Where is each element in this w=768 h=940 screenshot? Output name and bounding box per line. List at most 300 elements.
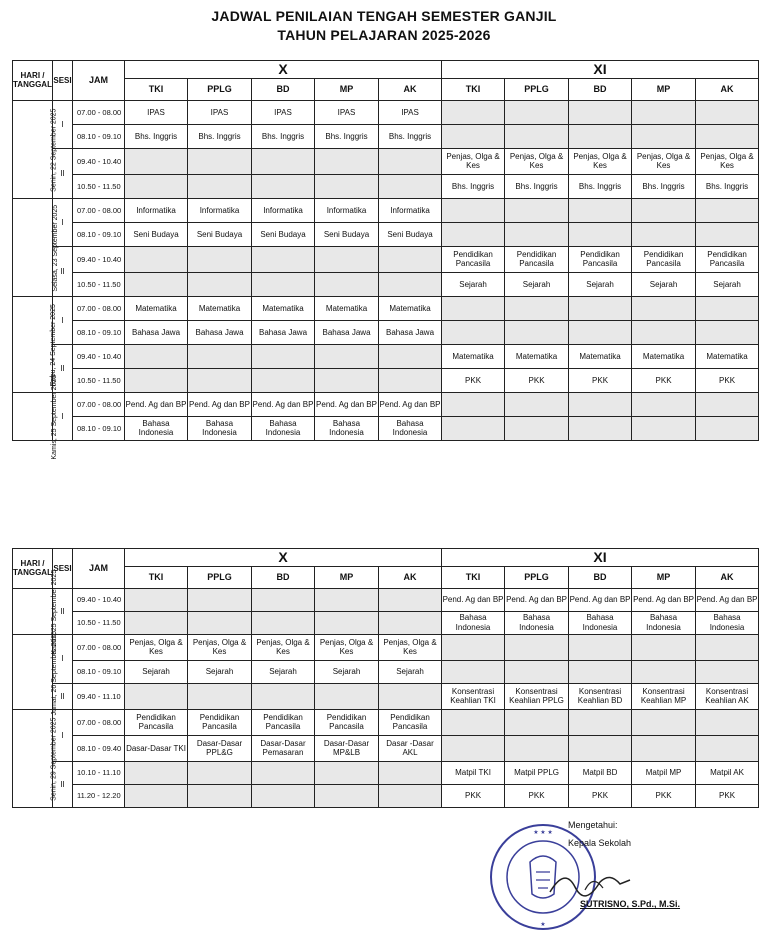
subject-cell-xi-tki: Matpil TKI <box>442 761 505 784</box>
subject-cell-xi-tki <box>442 416 505 440</box>
subject-cell-xi-mp <box>632 634 696 660</box>
time-cell: 10.50 - 11.50 <box>73 272 125 296</box>
header-class-tki: TKI <box>442 78 505 100</box>
time-cell: 08.10 - 09.10 <box>73 222 125 246</box>
subject-cell-xi-tki: Bhs. Inggris <box>442 174 505 198</box>
subject-cell-x-mp <box>315 611 379 634</box>
subject-cell-xi-ak: Pendidikan Pancasila <box>696 246 759 272</box>
subject-cell-x-bd: Sejarah <box>252 660 315 683</box>
subject-cell-x-pplg <box>188 588 252 611</box>
subject-cell-x-mp <box>315 148 379 174</box>
time-cell: 10.50 - 11.50 <box>73 368 125 392</box>
subject-cell-x-pplg: Informatika <box>188 198 252 222</box>
schedule-row <box>13 368 759 392</box>
time-cell: 07.00 - 08.00 <box>73 100 125 124</box>
day-cell: Kamis, 25 September 2025 <box>13 588 53 634</box>
subject-cell-xi-tki <box>442 709 505 735</box>
subject-cell-xi-pplg: Matpil PPLG <box>505 761 569 784</box>
subject-cell-x-mp <box>315 246 379 272</box>
subject-cell-xi-bd: Pendidikan Pancasila <box>569 246 632 272</box>
subject-cell-xi-pplg: Penjas, Olga & Kes <box>505 148 569 174</box>
subject-cell-x-tki: Penjas, Olga & Kes <box>125 634 188 660</box>
schedule-table-2 <box>12 548 759 808</box>
sesi-cell: II <box>53 683 73 709</box>
schedule-row <box>13 683 759 709</box>
time-cell: 09.40 - 10.40 <box>73 246 125 272</box>
subject-cell-xi-bd: PKK <box>569 784 632 807</box>
subject-cell-xi-mp: PKK <box>632 368 696 392</box>
header-class-ak: AK <box>379 78 442 100</box>
subject-cell-x-tki: Informatika <box>125 198 188 222</box>
sesi-cell: II <box>53 246 73 296</box>
subject-cell-xi-pplg <box>505 709 569 735</box>
subject-cell-x-pplg <box>188 761 252 784</box>
subject-cell-x-ak <box>379 148 442 174</box>
subject-cell-xi-mp: Matpil MP <box>632 761 696 784</box>
subject-cell-xi-mp: Bhs. Inggris <box>632 174 696 198</box>
subject-cell-xi-ak: Konsentrasi Keahlian AK <box>696 683 759 709</box>
subject-cell-xi-tki <box>442 124 505 148</box>
subject-cell-x-pplg <box>188 272 252 296</box>
subject-cell-xi-pplg: Bahasa Indonesia <box>505 611 569 634</box>
subject-cell-x-mp <box>315 272 379 296</box>
subject-cell-xi-ak: Sejarah <box>696 272 759 296</box>
subject-cell-x-pplg: Matematika <box>188 296 252 320</box>
schedule-row <box>13 148 759 174</box>
subject-cell-xi-mp: Pend. Ag dan BP <box>632 588 696 611</box>
subject-cell-xi-bd: Konsentrasi Keahlian BD <box>569 683 632 709</box>
header-group-x: X <box>125 549 442 567</box>
subject-cell-x-bd: Seni Budaya <box>252 222 315 246</box>
schedule-row <box>13 198 759 222</box>
subject-cell-xi-ak: Pend. Ag dan BP <box>696 588 759 611</box>
subject-cell-x-tki <box>125 174 188 198</box>
subject-cell-xi-mp <box>632 222 696 246</box>
subject-cell-x-bd <box>252 683 315 709</box>
subject-cell-xi-mp <box>632 296 696 320</box>
subject-cell-x-ak <box>379 761 442 784</box>
subject-cell-xi-bd: Penjas, Olga & Kes <box>569 148 632 174</box>
subject-cell-xi-ak <box>696 198 759 222</box>
subject-cell-x-bd: Penjas, Olga & Kes <box>252 634 315 660</box>
subject-cell-xi-tki <box>442 634 505 660</box>
subject-cell-x-ak: Sejarah <box>379 660 442 683</box>
day-cell: Kamis, 25 September 2025 <box>13 392 53 440</box>
schedule-row <box>13 296 759 320</box>
subject-cell-xi-pplg <box>505 222 569 246</box>
subject-cell-xi-mp <box>632 660 696 683</box>
header-sesi: SESI <box>53 61 73 101</box>
subject-cell-x-mp <box>315 683 379 709</box>
time-cell: 09.40 - 10.40 <box>73 588 125 611</box>
header-hari: HARI / TANGGAL <box>13 61 53 101</box>
subject-cell-xi-ak <box>696 709 759 735</box>
header-class-bd: BD <box>252 78 315 100</box>
subject-cell-x-bd: Informatika <box>252 198 315 222</box>
time-cell: 09.40 - 10.40 <box>73 148 125 174</box>
sesi-cell: II <box>53 761 73 807</box>
subject-cell-x-ak: Bahasa Indonesia <box>379 416 442 440</box>
day-cell: Senin, 29 September 2025 <box>13 709 53 807</box>
document-title: JADWAL PENILAIAN TENGAH SEMESTER GANJIL <box>211 8 557 24</box>
subject-cell-xi-bd <box>569 198 632 222</box>
sesi-cell: I <box>53 198 73 246</box>
subject-cell-x-mp: Penjas, Olga & Kes <box>315 634 379 660</box>
subject-cell-x-bd <box>252 784 315 807</box>
subject-cell-x-pplg <box>188 148 252 174</box>
subject-cell-xi-mp <box>632 320 696 344</box>
schedule-row <box>13 611 759 634</box>
schedule-row <box>13 761 759 784</box>
header-class-tki: TKI <box>442 566 505 588</box>
header-hari: HARI / TANGGAL <box>13 549 53 589</box>
subject-cell-xi-pplg: Pend. Ag dan BP <box>505 588 569 611</box>
header-class-bd: BD <box>569 566 632 588</box>
subject-cell-xi-tki: Matematika <box>442 344 505 368</box>
subject-cell-xi-pplg: Pendidikan Pancasila <box>505 246 569 272</box>
schedule-row <box>13 344 759 368</box>
subject-cell-x-bd <box>252 246 315 272</box>
subject-cell-x-bd: Matematika <box>252 296 315 320</box>
time-cell: 07.00 - 08.00 <box>73 709 125 735</box>
subject-cell-xi-tki: Sejarah <box>442 272 505 296</box>
header-class-tki: TKI <box>125 566 188 588</box>
subject-cell-x-mp: Informatika <box>315 198 379 222</box>
subject-cell-xi-mp: Sejarah <box>632 272 696 296</box>
subject-cell-x-bd <box>252 344 315 368</box>
subject-cell-x-bd <box>252 611 315 634</box>
subject-cell-x-bd <box>252 148 315 174</box>
subject-cell-x-mp <box>315 344 379 368</box>
subject-cell-xi-mp <box>632 198 696 222</box>
subject-cell-x-ak <box>379 368 442 392</box>
header-class-pplg: PPLG <box>505 566 569 588</box>
subject-cell-x-pplg: Pend. Ag dan BP <box>188 392 252 416</box>
day-cell: Senin, 22 September 2025 <box>13 100 53 198</box>
subject-cell-xi-ak: Matpil AK <box>696 761 759 784</box>
subject-cell-x-tki: Pendidikan Pancasila <box>125 709 188 735</box>
time-cell: 07.00 - 08.00 <box>73 392 125 416</box>
header-class-mp: MP <box>632 566 696 588</box>
subject-cell-xi-tki: PKK <box>442 368 505 392</box>
subject-cell-x-ak: Matematika <box>379 296 442 320</box>
subject-cell-xi-bd <box>569 735 632 761</box>
subject-cell-x-mp <box>315 588 379 611</box>
time-cell: 07.00 - 08.00 <box>73 296 125 320</box>
acknowledged-label: Mengetahui: <box>568 820 618 830</box>
subject-cell-x-ak: Seni Budaya <box>379 222 442 246</box>
subject-cell-x-bd: Bahasa Jawa <box>252 320 315 344</box>
signature-mark <box>545 862 635 902</box>
header-sesi: SESI <box>53 549 73 589</box>
subject-cell-xi-bd: Matpil BD <box>569 761 632 784</box>
header-class-mp: MP <box>315 566 379 588</box>
subject-cell-xi-mp: Penjas, Olga & Kes <box>632 148 696 174</box>
subject-cell-xi-mp: Konsentrasi Keahlian MP <box>632 683 696 709</box>
subject-cell-x-bd <box>252 174 315 198</box>
subject-cell-xi-bd: Matematika <box>569 344 632 368</box>
subject-cell-xi-mp <box>632 416 696 440</box>
subject-cell-xi-tki: Penjas, Olga & Kes <box>442 148 505 174</box>
subject-cell-x-bd: Bahasa Indonesia <box>252 416 315 440</box>
day-cell: Rabu, 24 September 2025 <box>13 296 53 392</box>
svg-text:★: ★ <box>540 922 546 928</box>
day-cell: Jumat, 26 September 2025 <box>13 634 53 709</box>
subject-cell-xi-pplg <box>505 735 569 761</box>
subject-cell-x-ak <box>379 611 442 634</box>
schedule-row <box>13 272 759 296</box>
subject-cell-x-mp <box>315 784 379 807</box>
subject-cell-x-tki <box>125 611 188 634</box>
header-class-pplg: PPLG <box>188 566 252 588</box>
subject-cell-x-bd: Pendidikan Pancasila <box>252 709 315 735</box>
subject-cell-xi-ak <box>696 296 759 320</box>
schedule-row <box>13 784 759 807</box>
subject-cell-xi-bd <box>569 392 632 416</box>
subject-cell-xi-ak <box>696 416 759 440</box>
subject-cell-x-pplg: Sejarah <box>188 660 252 683</box>
subject-cell-x-bd <box>252 368 315 392</box>
subject-cell-xi-bd <box>569 222 632 246</box>
header-class-pplg: PPLG <box>505 78 569 100</box>
subject-cell-x-ak: Dasar -Dasar AKL <box>379 735 442 761</box>
header-class-mp: MP <box>315 78 379 100</box>
subject-cell-x-mp <box>315 761 379 784</box>
subject-cell-xi-ak: Matematika <box>696 344 759 368</box>
subject-cell-xi-ak <box>696 392 759 416</box>
header-class-ak: AK <box>379 566 442 588</box>
subject-cell-x-ak: Bhs. Inggris <box>379 124 442 148</box>
subject-cell-x-tki <box>125 344 188 368</box>
subject-cell-x-mp: Matematika <box>315 296 379 320</box>
time-cell: 08.10 - 09.10 <box>73 416 125 440</box>
subject-cell-xi-pplg <box>505 124 569 148</box>
header-group-xi: XI <box>442 549 759 567</box>
time-cell: 08.10 - 09.10 <box>73 124 125 148</box>
subject-cell-xi-tki <box>442 296 505 320</box>
subject-cell-xi-tki <box>442 660 505 683</box>
time-cell: 11.20 - 12.20 <box>73 784 125 807</box>
time-cell: 10.50 - 11.50 <box>73 174 125 198</box>
schedule-table-1 <box>12 60 759 460</box>
subject-cell-x-tki <box>125 683 188 709</box>
principal-name: SUTRISNO, S.Pd., M.Si. <box>580 899 681 909</box>
subject-cell-xi-mp: PKK <box>632 784 696 807</box>
sesi-cell: I <box>53 709 73 761</box>
subject-cell-xi-bd <box>569 124 632 148</box>
subject-cell-x-pplg: Seni Budaya <box>188 222 252 246</box>
subject-cell-xi-ak: Bahasa Indonesia <box>696 611 759 634</box>
subject-cell-xi-tki <box>442 320 505 344</box>
principal-title: Kepala Sekolah <box>568 838 632 848</box>
subject-cell-x-mp <box>315 174 379 198</box>
schedule-row <box>13 416 759 440</box>
subject-cell-xi-ak <box>696 100 759 124</box>
subject-cell-x-pplg <box>188 368 252 392</box>
subject-cell-x-mp: Pend. Ag dan BP <box>315 392 379 416</box>
subject-cell-xi-pplg <box>505 100 569 124</box>
subject-cell-xi-ak <box>696 660 759 683</box>
header-class-ak: AK <box>696 566 759 588</box>
schedule-row <box>13 100 759 124</box>
subject-cell-x-ak <box>379 272 442 296</box>
subject-cell-xi-ak: Bhs. Inggris <box>696 174 759 198</box>
subject-cell-xi-ak <box>696 124 759 148</box>
subject-cell-x-ak: Pendidikan Pancasila <box>379 709 442 735</box>
subject-cell-xi-tki: Bahasa Indonesia <box>442 611 505 634</box>
schedule-row <box>13 634 759 660</box>
schedule-row <box>13 709 759 735</box>
subject-cell-x-tki: Bhs. Inggris <box>125 124 188 148</box>
subject-cell-xi-mp: Pendidikan Pancasila <box>632 246 696 272</box>
schedule-row <box>13 246 759 272</box>
subject-cell-xi-tki <box>442 100 505 124</box>
header-group-x: X <box>125 61 442 79</box>
subject-cell-xi-bd <box>569 296 632 320</box>
subject-cell-xi-ak: PKK <box>696 368 759 392</box>
schedule-row <box>13 222 759 246</box>
subject-cell-xi-pplg: Sejarah <box>505 272 569 296</box>
subject-cell-xi-bd <box>569 416 632 440</box>
subject-cell-x-mp: Pendidikan Pancasila <box>315 709 379 735</box>
subject-cell-x-ak <box>379 344 442 368</box>
subject-cell-x-tki: Matematika <box>125 296 188 320</box>
subject-cell-xi-mp <box>632 709 696 735</box>
subject-cell-x-mp <box>315 368 379 392</box>
subject-cell-xi-pplg: Matematika <box>505 344 569 368</box>
subject-cell-x-tki <box>125 761 188 784</box>
subject-cell-x-ak: IPAS <box>379 100 442 124</box>
subject-cell-xi-pplg <box>505 634 569 660</box>
subject-cell-x-mp: Bahasa Indonesia <box>315 416 379 440</box>
schedule-row <box>13 174 759 198</box>
time-cell: 08.10 - 09.10 <box>73 660 125 683</box>
subject-cell-x-pplg: Dasar-Dasar PPL&G <box>188 735 252 761</box>
subject-cell-xi-bd <box>569 320 632 344</box>
subject-cell-x-bd <box>252 588 315 611</box>
subject-cell-x-pplg: Bahasa Jawa <box>188 320 252 344</box>
subject-cell-x-pplg: Penjas, Olga & Kes <box>188 634 252 660</box>
subject-cell-x-tki <box>125 148 188 174</box>
subject-cell-xi-ak <box>696 320 759 344</box>
subject-cell-xi-tki <box>442 735 505 761</box>
subject-cell-x-ak <box>379 174 442 198</box>
subject-cell-xi-mp <box>632 100 696 124</box>
time-cell: 10.50 - 11.50 <box>73 611 125 634</box>
subject-cell-xi-bd: Bahasa Indonesia <box>569 611 632 634</box>
subject-cell-x-pplg: IPAS <box>188 100 252 124</box>
subject-cell-x-tki <box>125 272 188 296</box>
sesi-cell: I <box>53 634 73 683</box>
subject-cell-xi-bd: Bhs. Inggris <box>569 174 632 198</box>
subject-cell-xi-pplg <box>505 660 569 683</box>
schedule-row <box>13 124 759 148</box>
subject-cell-x-pplg <box>188 344 252 368</box>
subject-cell-xi-pplg: Bhs. Inggris <box>505 174 569 198</box>
header-class-tki: TKI <box>125 78 188 100</box>
subject-cell-x-mp: Sejarah <box>315 660 379 683</box>
subject-cell-x-tki <box>125 588 188 611</box>
subject-cell-x-pplg: Bhs. Inggris <box>188 124 252 148</box>
schedule-row <box>13 392 759 416</box>
sesi-cell: II <box>53 148 73 198</box>
subject-cell-xi-ak <box>696 735 759 761</box>
subject-cell-xi-bd <box>569 634 632 660</box>
subject-cell-x-bd <box>252 272 315 296</box>
subject-cell-xi-mp <box>632 392 696 416</box>
subject-cell-xi-tki <box>442 198 505 222</box>
subject-cell-xi-tki: Pendidikan Pancasila <box>442 246 505 272</box>
subject-cell-x-tki: Bahasa Indonesia <box>125 416 188 440</box>
subject-cell-x-ak: Informatika <box>379 198 442 222</box>
day-cell: Selasa, 23 September 2025 <box>13 198 53 296</box>
time-cell: 07.00 - 08.00 <box>73 198 125 222</box>
schedule-row <box>13 588 759 611</box>
sesi-cell: I <box>53 392 73 440</box>
subject-cell-xi-tki: Pend. Ag dan BP <box>442 588 505 611</box>
header-group-xi: XI <box>442 61 759 79</box>
sesi-cell: II <box>53 588 73 634</box>
sesi-cell: I <box>53 100 73 148</box>
subject-cell-x-tki: IPAS <box>125 100 188 124</box>
subject-cell-x-pplg <box>188 784 252 807</box>
subject-cell-xi-ak: Penjas, Olga & Kes <box>696 148 759 174</box>
subject-cell-x-tki <box>125 784 188 807</box>
subject-cell-xi-bd: PKK <box>569 368 632 392</box>
subject-cell-xi-bd <box>569 660 632 683</box>
subject-cell-xi-bd <box>569 100 632 124</box>
subject-cell-xi-tki <box>442 222 505 246</box>
subject-cell-xi-pplg <box>505 198 569 222</box>
header-jam: JAM <box>73 549 125 589</box>
header-class-mp: MP <box>632 78 696 100</box>
subject-cell-x-mp: Seni Budaya <box>315 222 379 246</box>
subject-cell-x-tki <box>125 246 188 272</box>
subject-cell-x-ak <box>379 683 442 709</box>
subject-cell-x-tki <box>125 368 188 392</box>
subject-cell-x-mp: Bahasa Jawa <box>315 320 379 344</box>
subject-cell-xi-pplg <box>505 296 569 320</box>
subject-cell-x-mp: IPAS <box>315 100 379 124</box>
subject-cell-xi-pplg: PKK <box>505 368 569 392</box>
document-subtitle: TAHUN PELAJARAN 2025-2026 <box>277 27 491 43</box>
subject-cell-x-pplg <box>188 611 252 634</box>
subject-cell-xi-mp <box>632 124 696 148</box>
subject-cell-x-ak: Bahasa Jawa <box>379 320 442 344</box>
subject-cell-xi-bd: Pend. Ag dan BP <box>569 588 632 611</box>
time-cell: 07.00 - 08.00 <box>73 634 125 660</box>
subject-cell-xi-pplg <box>505 320 569 344</box>
header-class-bd: BD <box>569 78 632 100</box>
subject-cell-x-ak <box>379 588 442 611</box>
subject-cell-x-bd: Dasar-Dasar Pemasaran <box>252 735 315 761</box>
subject-cell-x-tki: Sejarah <box>125 660 188 683</box>
time-cell: 08.10 - 09.40 <box>73 735 125 761</box>
header-class-pplg: PPLG <box>188 78 252 100</box>
subject-cell-xi-mp: Bahasa Indonesia <box>632 611 696 634</box>
subject-cell-x-pplg: Bahasa Indonesia <box>188 416 252 440</box>
subject-cell-x-ak <box>379 246 442 272</box>
svg-text:★ ★ ★: ★ ★ ★ <box>533 830 553 836</box>
time-cell: 09.40 - 11.10 <box>73 683 125 709</box>
subject-cell-x-bd: Pend. Ag dan BP <box>252 392 315 416</box>
schedule-row <box>13 660 759 683</box>
subject-cell-x-ak: Penjas, Olga & Kes <box>379 634 442 660</box>
subject-cell-xi-pplg: PKK <box>505 784 569 807</box>
subject-cell-xi-ak <box>696 222 759 246</box>
subject-cell-xi-bd <box>569 709 632 735</box>
subject-cell-x-tki: Dasar-Dasar TKI <box>125 735 188 761</box>
